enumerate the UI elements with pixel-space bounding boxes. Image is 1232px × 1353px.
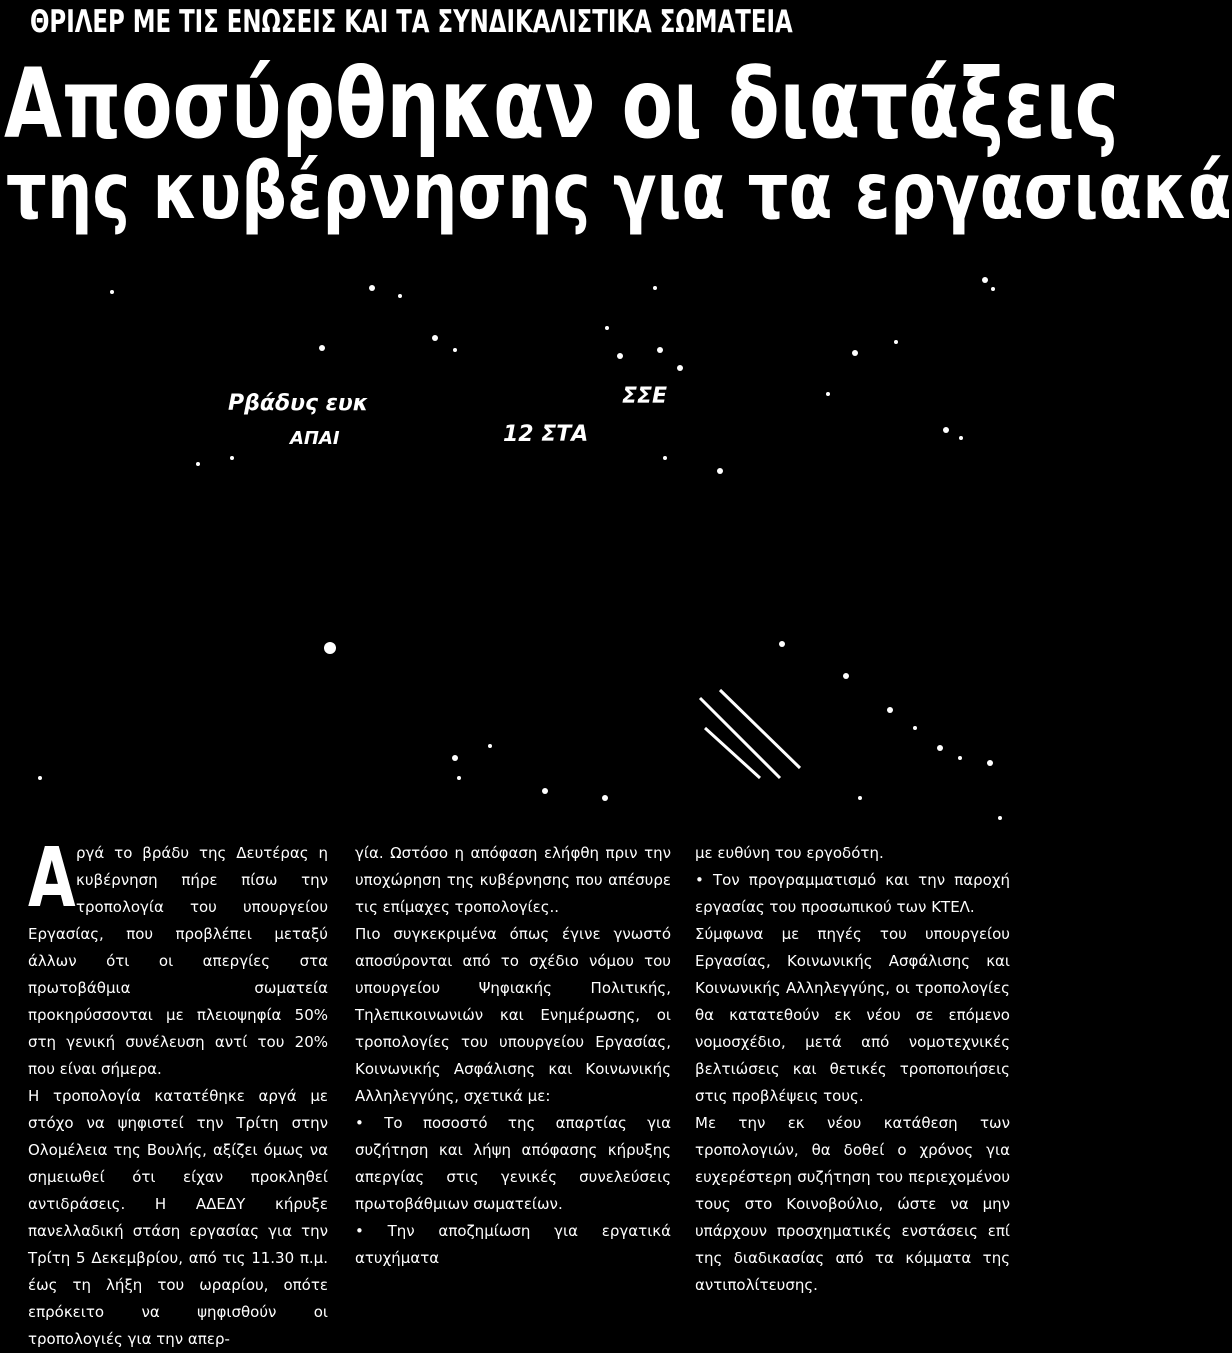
drop-cap: Α	[28, 831, 76, 926]
kicker-line: ΘΡΙΛΕΡ ΜΕ ΤΙΣ ΕΝΩΣΕΙΣ ΚΑΙ ΤΑ ΣΥΝΔΙΚΑΛΙΣΤΙΚΑ ΣΩΜΑΤΕΙΑ	[30, 4, 793, 40]
column-1	[28, 831, 328, 1353]
paragraph: γία. Ωστόσο η απόφαση ελήφθη πριν την υποχώρηση της κυβέρνησης που απέσυρε τις επίμαχες τροπολογίες..	[355, 844, 671, 916]
paragraph: Η τροπολογία κατατέθηκε αργά με στόχο να ψηφιστεί την Τρίτη στην Ολομέλεια της Βουλής, αξίζει όμως να σημειωθεί ότι είχαν προκληθεί αντιδράσεις. Η ΑΔΕΔΥ κήρυξε πανελλαδική στάση εργασίας για την Τρίτη 5 Δεκεμβρίου, από τις 11.30 π.μ. έως τη λήξη του ωραρίου, οπότε επρόκειτο να ψηφισθούν οι τροπολογιές για την απερ-	[28, 1087, 328, 1348]
paragraph: ργά το βράδυ της Δευτέρας η κυβέρνηση πήρε πίσω την τροπολογία του υπουργείου Εργασίας, που προβλέπει μεταξύ άλλων ότι οι απεργίες στα πρωτοβάθμια σωματεία προκηρύσσονται με πλειοψηφία 50% στη γενική συνέλευση αντί του 20% που είναι σήμερα.	[28, 844, 328, 1078]
banner-fragment-right-1: ΣΣΕ	[622, 384, 668, 409]
headline-line-2: της κυβέρνησης για τα εργασιακά	[6, 147, 1232, 237]
banner-fragment-left-2: ΑΠΑΙ	[290, 428, 340, 449]
banner-fragment-left-1: Ρβάδυς ευκ	[228, 391, 369, 416]
bullet-item: • Τον προγραμματισμό και την παροχή εργασίας του προσωπικού των ΚΤΕΛ.	[695, 871, 1010, 916]
bullet-item: • Την αποζημίωση για εργατικά ατυχήματα	[355, 1222, 671, 1267]
paragraph: Σύμφωνα με πηγές του υπουργείου Εργασίας, Κοινωνικής Ασφάλισης και Κοινωνικής Αλληλεγγύης, οι τροπολογίες θα κατατεθούν εκ νέου σε επόμενο νομοσχέδιο, μετά από νομοτεχνικές βελτιώσεις και θετικές τροποποιήσεις στις προβλέψεις τους.	[695, 925, 1010, 1105]
column-3	[695, 840, 1010, 1299]
banner-fragment-right-2: 12 ΣΤΑ	[503, 422, 589, 447]
paragraph: Πιο συγκεκριμένα όπως έγινε γνωστό αποσύρονται από το σχέδιο νόμου του υπουργείου Ψηφιακής Πολιτικής, Τηλεπικοινωνιών και Ενημέρωσης, οι τροπολογίες του υπουργείου Εργασίας, Κοινωνικής Ασφάλισης και Κοινωνικής Αλληλεγγύης, σχετικά με:	[355, 925, 671, 1105]
article-body	[28, 831, 1010, 1348]
bullet-item: • Το ποσοστό της απαρτίας για συζήτηση και λήψη απόφασης κήρυξης απεργίας στις γενικές συνελεύσεις πρωτοβάθμιων σωματείων.	[355, 1114, 671, 1213]
paragraph: με ευθύνη του εργοδότη.	[695, 844, 884, 862]
protest-photo	[0, 258, 1024, 828]
headline-line-1: Αποσύρθηκαν οι διατάξεις	[4, 48, 1120, 160]
paragraph: Με την εκ νέου κατάθεση των τροπολογιών, θα δοθεί ο χρόνος για ευχερέστερη συζήτηση του περιεχομένου τους στο Κοινοβούλιο, ώστε να μην υπάρχουν προσχηματικές ενστάσεις επί της διαδικασίας από τα κόμματα της αντιπολίτευσης.	[695, 1114, 1010, 1294]
column-2	[355, 840, 671, 1272]
